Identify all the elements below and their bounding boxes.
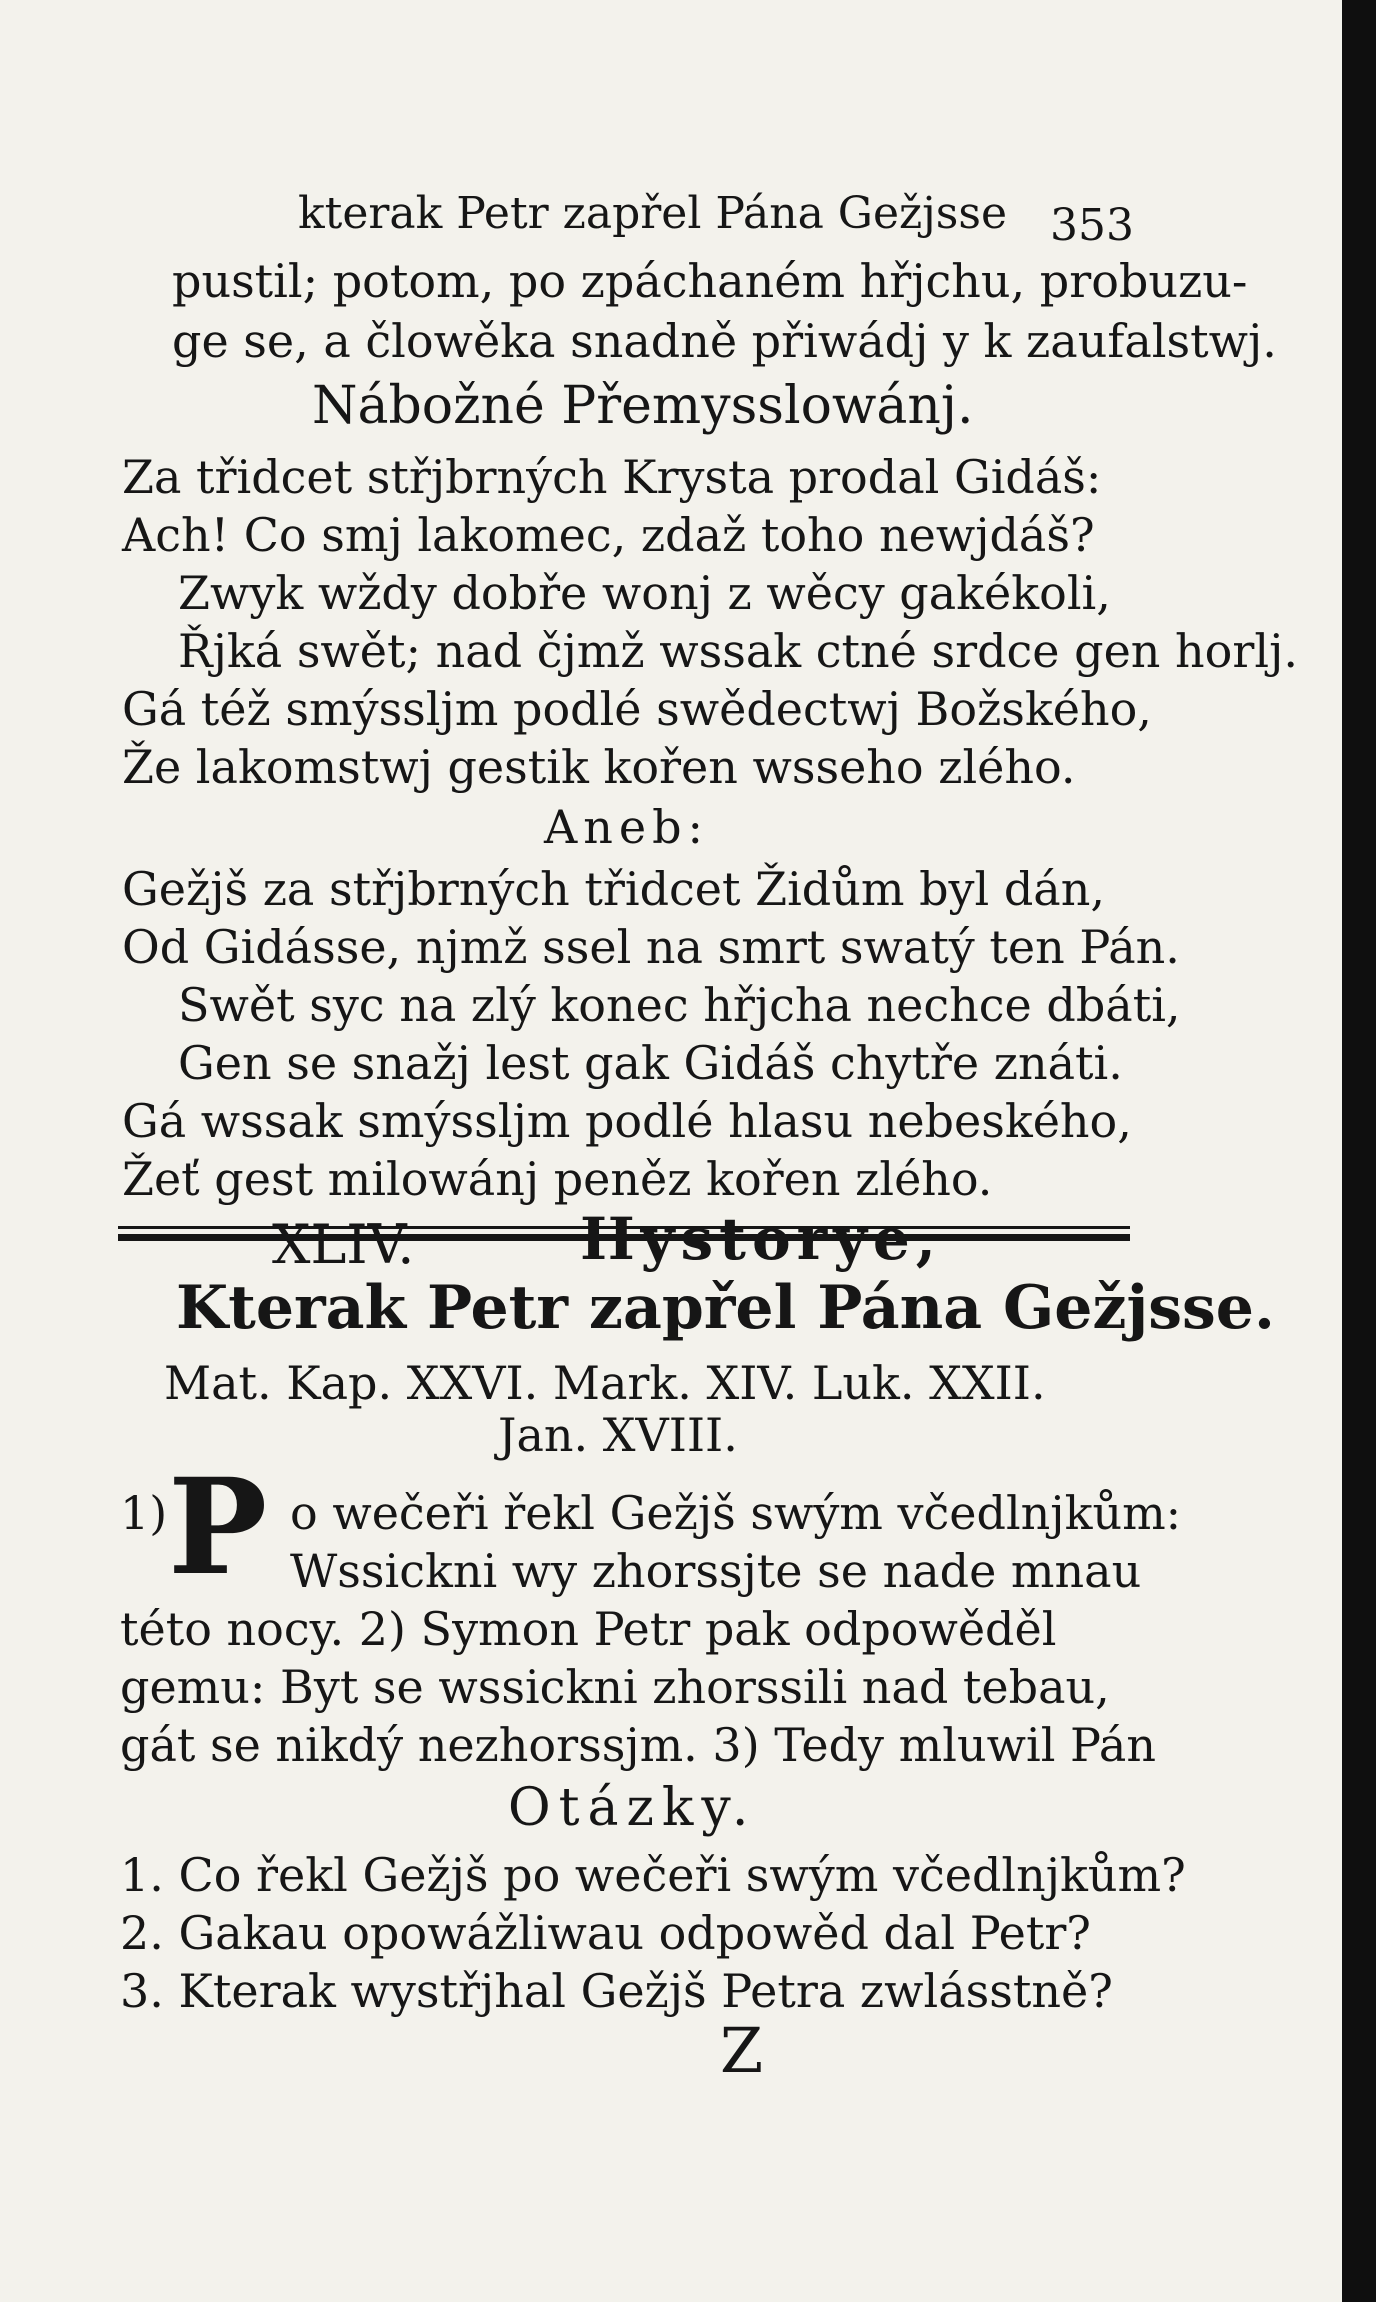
body-line-4: gemu: Byt se wssickni zhorssili nad tebau, xyxy=(120,1660,1110,1714)
scan-border xyxy=(1342,0,1376,2302)
intro-line-1: pustil; potom, po zpáchaném hřjchu, probuzu- xyxy=(172,254,1248,308)
questions-title: Otázky. xyxy=(508,1778,757,1838)
body-line-2: Wssickni wy zhorssjte se nade mnau xyxy=(290,1544,1142,1598)
chapter-label: Hystorye, xyxy=(580,1205,942,1273)
poem2-line-1: Gežjš za střjbrných třidcet Židům byl dán, xyxy=(122,862,1105,916)
page-number: 353 xyxy=(1050,200,1134,251)
chapter-refs-line-2: Jan. XVIII. xyxy=(498,1408,738,1462)
poem1-line-5: Gá též smýssljm podlé swědectwj Božského, xyxy=(122,682,1152,736)
signature-mark: Z xyxy=(720,2014,764,2087)
poem2-line-2: Od Gidásse, njmž ssel na smrt swatý ten Pán. xyxy=(122,920,1180,974)
poem2-line-5: Gá wssak smýssljm podlé hlasu nebeského, xyxy=(122,1094,1132,1148)
poem1-line-1: Za třidcet střjbrných Krysta prodal Gidáš: xyxy=(122,450,1102,504)
chapter-refs-line-1: Mat. Kap. XXVI. Mark. XIV. Luk. XXII. xyxy=(164,1356,1046,1410)
intro-line-2: ge se, a člowěka snadně přiwádj y k zaufalstwj. xyxy=(172,314,1277,368)
body-verse-1-number: 1) xyxy=(120,1486,168,1540)
poem2-line-3: Swět syc na zlý konec hřjcha nechce dbáti, xyxy=(178,978,1181,1032)
question-1: 1. Co řekl Gežjš po wečeři swým včedlnjkům? xyxy=(120,1848,1186,1902)
poem1-line-3: Zwyk wždy dobře wonj z wěcy gakékoli, xyxy=(178,566,1111,620)
body-line-5: gát se nikdý nezhorssjm. 3) Tedy mluwil Pán xyxy=(120,1718,1156,1772)
aneb-label: Aneb: xyxy=(544,800,710,854)
body-line-1: o wečeři řekl Gežjš swým včedlnjkům: xyxy=(290,1486,1182,1540)
poem2-line-4: Gen se snažj lest gak Gidáš chytře znáti. xyxy=(178,1036,1123,1090)
poem2-line-6: Žeť gest milowánj peněz kořen zlého. xyxy=(122,1152,993,1206)
question-3: 3. Kterak wystřjhal Gežjš Petra zwlásstně? xyxy=(120,1964,1113,2018)
poem1-line-6: Že lakomstwj gestik kořen wsseho zlého. xyxy=(122,740,1076,794)
running-head: kterak Petr zapřel Pána Gežjsse xyxy=(298,188,1008,239)
question-2: 2. Gakau opowážliwau odpowěd dal Petr? xyxy=(120,1906,1091,1960)
poem1-line-4: Řjká swět; nad čjmž wssak ctné srdce gen horlj. xyxy=(178,624,1298,678)
poem1-line-2: Ach! Co smj lakomec, zdaž toho newjdáš? xyxy=(122,508,1095,562)
chapter-number: XLIV. xyxy=(272,1213,415,1276)
body-line-3: této nocy. 2) Symon Petr pak odpowěděl xyxy=(120,1602,1057,1656)
meditation-title: Nábožné Přemysslowánj. xyxy=(312,376,974,436)
chapter-title: Kterak Petr zapřel Pána Gežjsse. xyxy=(176,1273,1275,1343)
drop-cap: P xyxy=(168,1450,268,1605)
